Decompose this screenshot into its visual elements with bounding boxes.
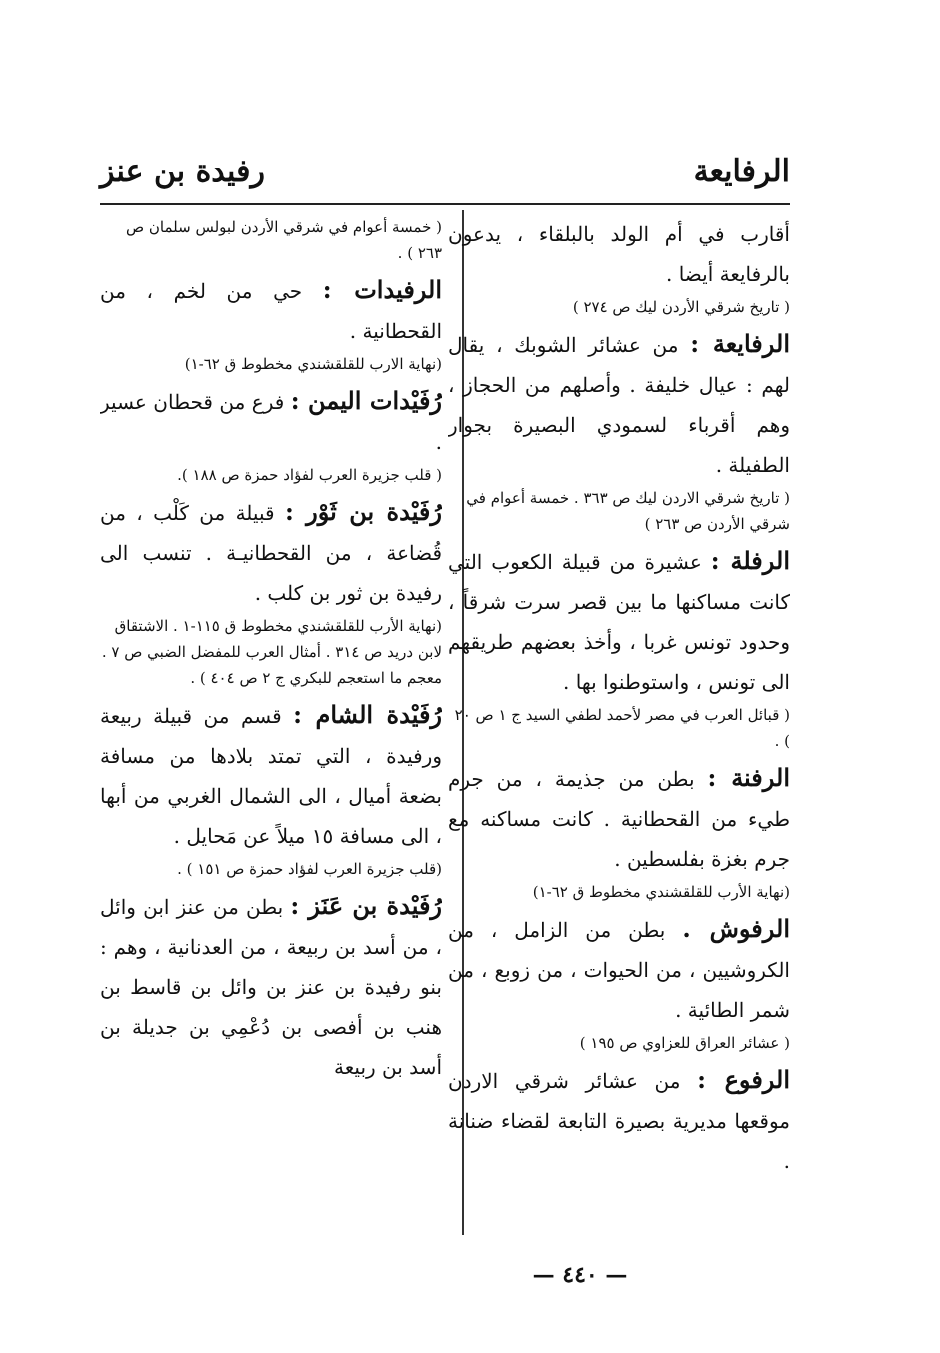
reference-note: ( قلب جزيرة العرب لفؤاد حمزة ص ١٨٨ ). — [177, 466, 442, 484]
entry-headword: الرفايعة : — [690, 329, 790, 358]
entry-body: قسم من قبيلة ربيعة ورفيدة ، التي تمتد بلادها من مسافة بضعة أميال ، الى الشمال الغربي من أبها ، الى مسافة ١٥ ميلاً عن مَحايل . — [100, 704, 442, 848]
entry-headword: الرفنة : — [707, 763, 790, 792]
dictionary-entry — [100, 492, 442, 613]
dictionary-entry — [100, 270, 442, 351]
reference-note: ( تاريخ شرقي الاردن ليك ص ٣٦٣ . خمسة أعوام في شرقي الأردن ص ٢٦٣ ) — [466, 489, 790, 533]
entry-headword: رُفَيْدات اليمن : — [290, 386, 442, 415]
dictionary-entry — [100, 381, 442, 462]
entry-headword: رُفَيْدة بن ثَوْر : — [284, 497, 442, 526]
reference-note: ( خمسة أعوام في شرقي الأردن لبولس سلمان ص ٢٦٣ ) . — [125, 218, 442, 262]
dictionary-entry — [448, 324, 790, 485]
left-column — [100, 214, 442, 1233]
running-header — [100, 142, 790, 192]
page-number: — ٤٤٠ — — [532, 1262, 628, 1288]
reference-note: (قلب جزيرة العرب لفؤاد حمزة ص ١٥١ ) . — [177, 860, 442, 878]
entry-body: من عشائر الشوبك ، يقال لهم : عيال خليفة . وأصلهم من الحجاز ، وهم أقرباء لسمودي البصيرة بجوار الطفيلة . — [448, 333, 790, 477]
entry-headword: الرفيدات : — [322, 275, 442, 304]
entry-headword: رُفَيْدة بن عَنَز : — [290, 891, 442, 920]
entry-body: أقارب في أم الولد بالبلقاء ، يدعون بالرفايعة أيضا . — [448, 222, 790, 286]
header-left-title: رفيدة بن عنز — [100, 154, 265, 189]
entry-headword: الرفوع : — [697, 1065, 790, 1094]
entry-body: بطن من جذيمة ، من جرم طيء من القحطانية . كانت مساكنه مع جرم بغزة بفلسطين . — [448, 767, 790, 871]
entry-headword: الرفوش . — [682, 914, 790, 943]
dictionary-entry — [448, 758, 790, 879]
entry-body: حي من لخم ، من القحطانية . — [100, 279, 442, 343]
reference-note: (نهاية الارب للقلقشندي مخطوط ق ٦٢-١) — [184, 355, 442, 373]
reference-note: (نهاية الأرب للقلقشندي مخطوط ق ١١٥-١ . الاشتقاق لابن دريد ص ٣١٤ . أمثال العرب للمفضل الضبي ص ٧ . معجم ما استعجم للبكري ج ٢ ص ٤٠٤ ) . — [101, 617, 442, 687]
entry-body: من عشائر شرقي الاردن موقعها مديرية بصيرة التابعة لقضاء ضنانة . — [448, 1069, 790, 1173]
entry-headword: الرفلة : — [710, 546, 790, 575]
reference-note: (نهاية الأرب للقلقشندي مخطوط ق ٦٢-١) — [532, 883, 790, 901]
dictionary-entry — [448, 909, 790, 1030]
dictionary-entry — [448, 1060, 790, 1181]
entry-body: بطن من عنز ابن وائل ، من أسد بن ربيعة ، من العدنانية ، وهم : بنو رفيدة بن عنز بن وائل بن قاسط بن هنب بن أفصى بن دُعْمِي بن جديلة بن أسد بن ربيعة — [100, 895, 442, 1079]
reference-note: ( عشائر العراق للعزاوي ص ١٩٥ ) — [579, 1034, 790, 1052]
dictionary-entry — [100, 695, 442, 856]
entry-continuation — [448, 214, 790, 294]
entry-body: قبيلة من كَلْب ، من قُضاعة ، من القحطانيـة . تنسب الى رفيدة بن ثور بن كلب . — [100, 501, 442, 605]
entry-body: فرع من قحطان عسير . — [100, 390, 442, 454]
dictionary-entry — [448, 541, 790, 702]
entry-body: عشيرة من قبيلة الكعوب التي كانت مساكنها ما بين قصر سرت شرقاً ، وحدود تونس غربا ، وأخذ بعضهم طريقهم الى تونس ، واستوطنوا بها . — [448, 550, 790, 694]
right-column — [448, 214, 790, 1233]
entry-body: بطن من الزامل ، من الكروشيين ، من الحيوات ، من زوبع ، من شمر الطائية . — [448, 918, 790, 1022]
reference-note: ( تاريخ شرقي الأردن ليك ص ٢٧٤ ) — [572, 298, 790, 316]
header-rule — [100, 203, 790, 205]
reference-note: ( قبائل العرب في مصر لأحمد لطفي السيد ج ١ ص ٢٠ ) . — [454, 706, 790, 750]
header-right-title: الرفايعة — [693, 154, 790, 189]
dictionary-entry — [100, 886, 442, 1087]
entry-headword: رُفَيْدة الشام : — [293, 700, 442, 729]
